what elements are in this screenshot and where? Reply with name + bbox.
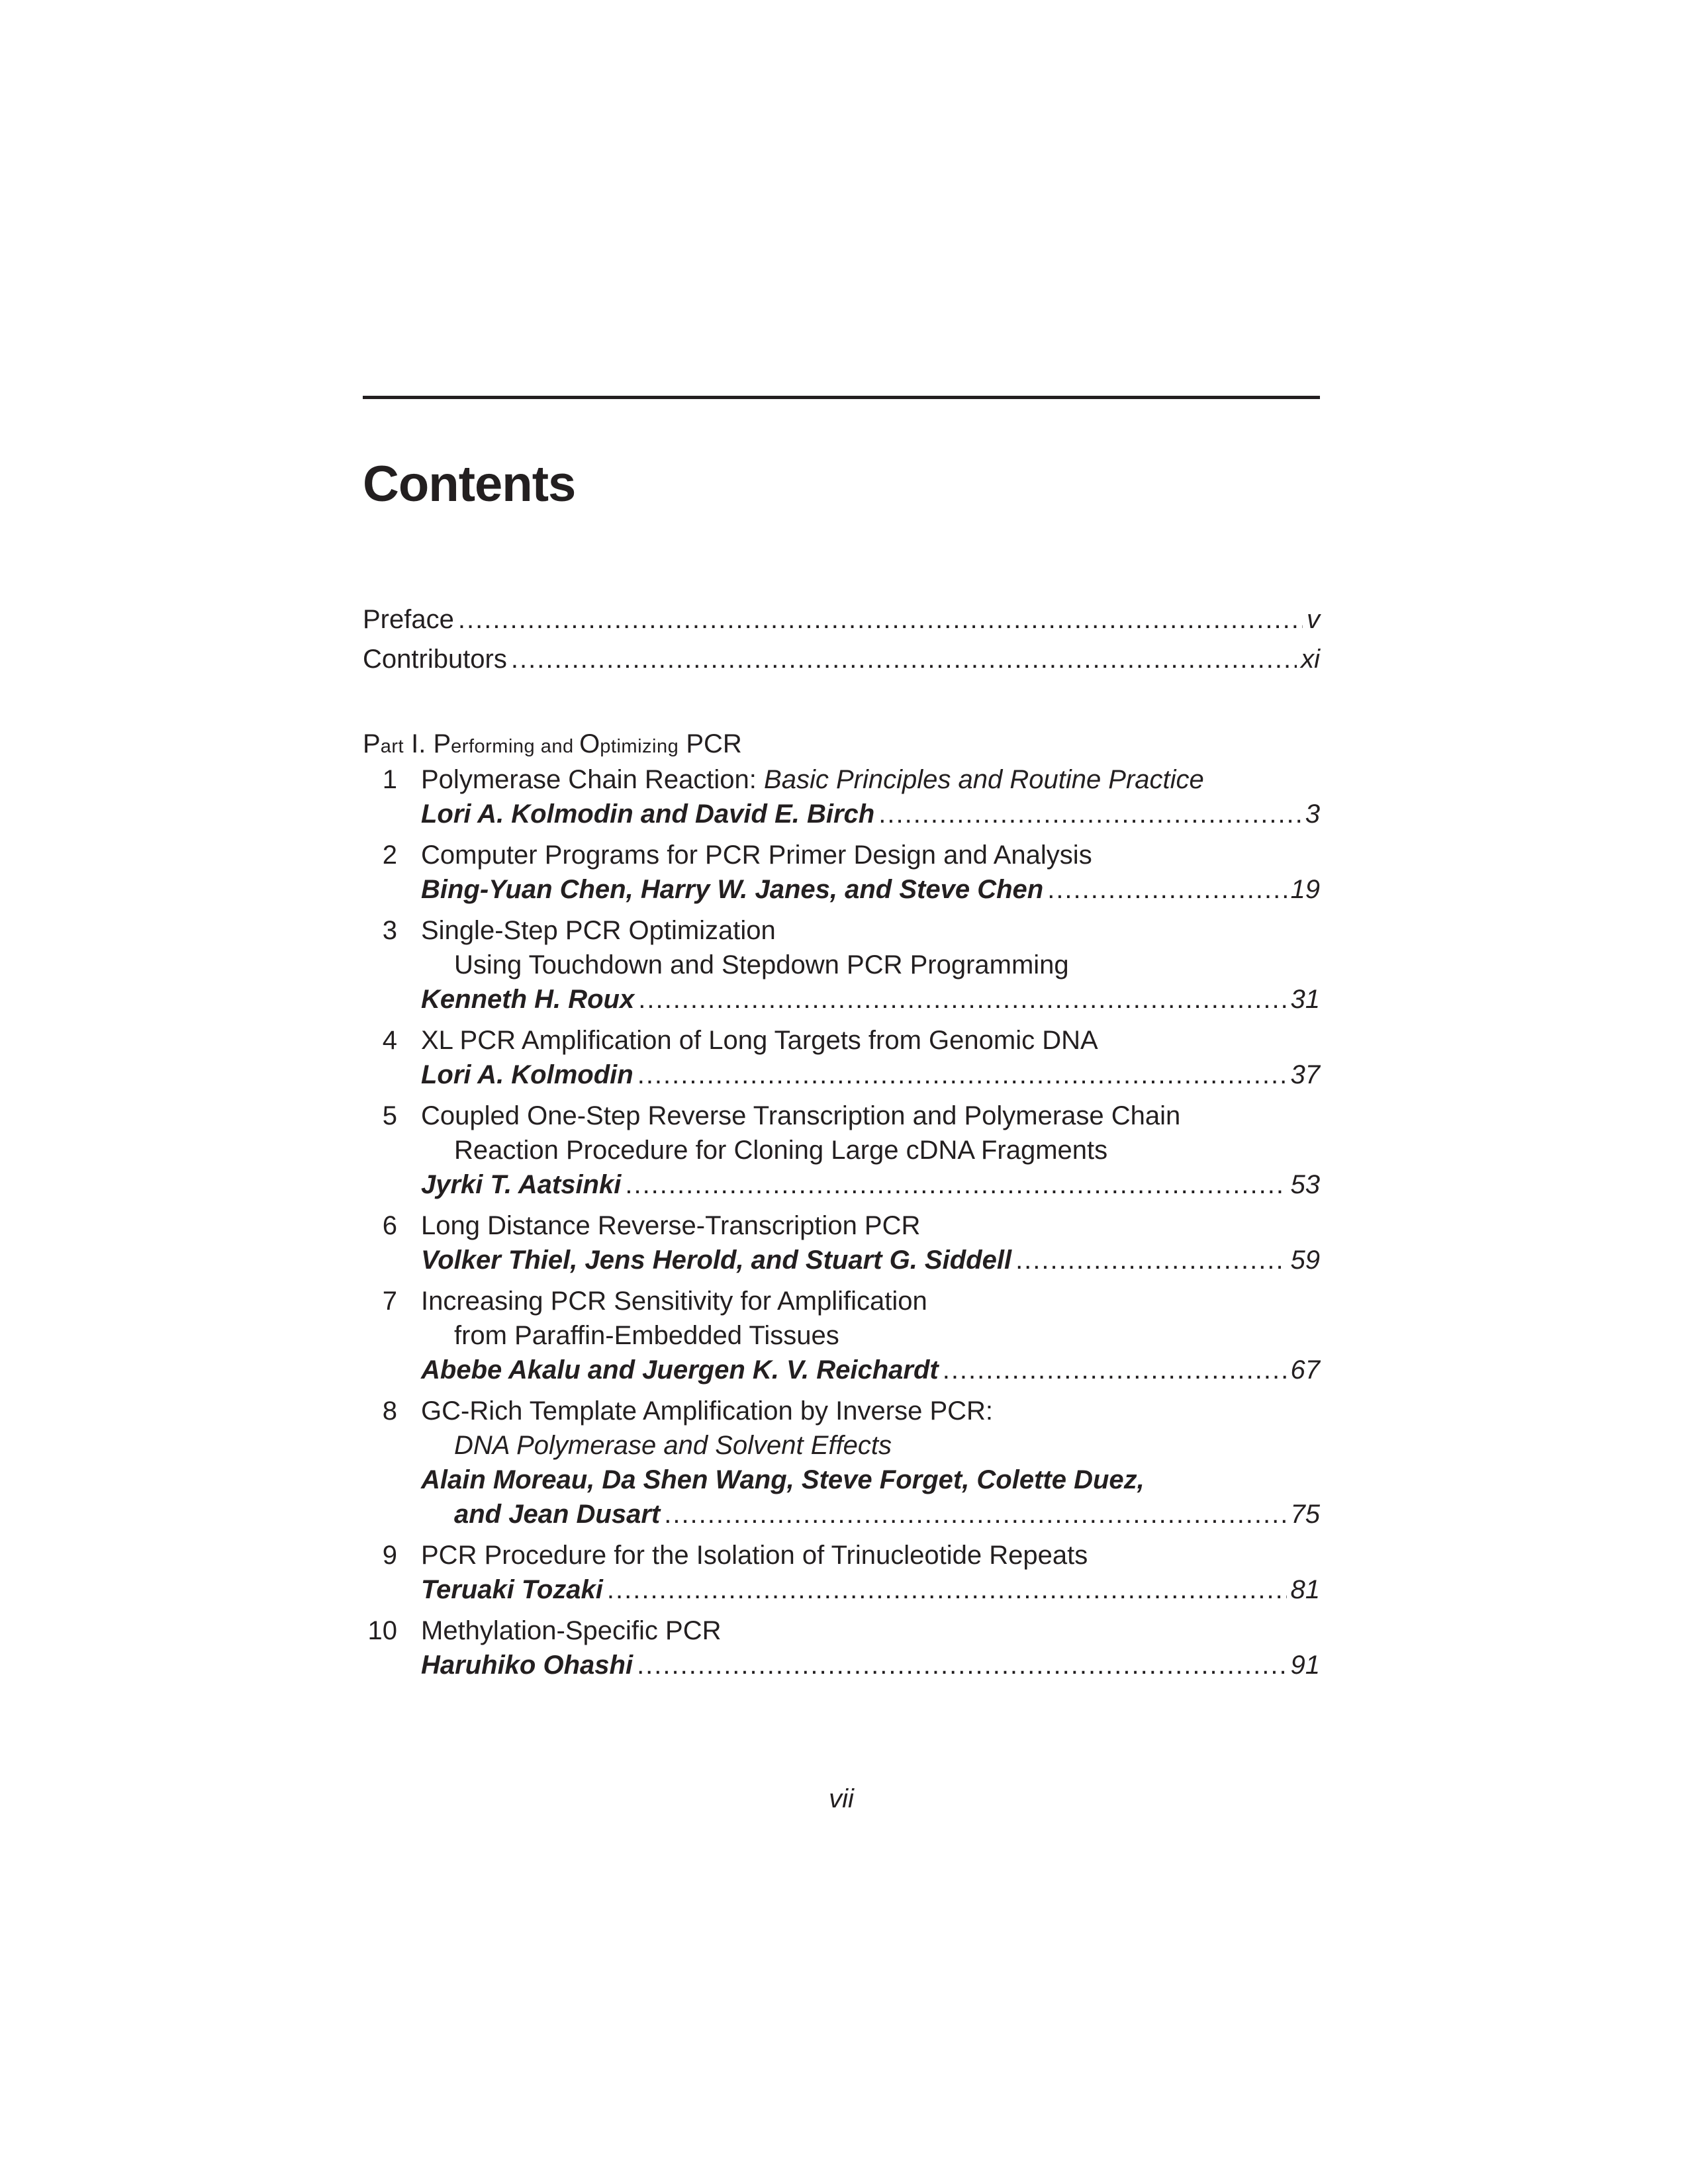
chapter-number: 7 — [382, 1287, 397, 1316]
dot-leader — [664, 1497, 1286, 1531]
chapter-page: 75 — [1290, 1500, 1320, 1529]
dot-leader — [607, 1572, 1287, 1607]
dot-leader — [878, 797, 1301, 831]
page-title: Contents — [363, 456, 576, 512]
chapter-authors-continued: and Jean Dusart — [454, 1500, 661, 1529]
chapter-authors: Teruaki Tozaki — [421, 1575, 603, 1604]
toc-chapter-4[interactable] — [363, 1023, 1320, 1092]
chapter-author-line — [421, 1243, 1320, 1277]
chapter-number: 1 — [382, 765, 397, 794]
chapter-title-text: Polymerase Chain Reaction: — [421, 765, 765, 794]
chapter-title-text: GC-Rich Template Amplification by Inverse PCR: — [421, 1396, 994, 1426]
toc-chapter-3[interactable] — [363, 913, 1320, 1017]
chapter-page: 37 — [1290, 1060, 1320, 1089]
chapter-number: 10 — [367, 1616, 397, 1645]
chapter-author-line — [421, 1167, 1320, 1202]
chapter-title — [421, 762, 1320, 797]
chapter-title-text: Computer Programs for PCR Primer Design and Analysis — [421, 841, 1092, 870]
toc-chapter-2[interactable] — [363, 838, 1320, 907]
dot-leader — [638, 982, 1286, 1017]
chapter-page: 81 — [1290, 1575, 1320, 1604]
toc-entry-contributors[interactable] — [363, 642, 1320, 676]
chapter-page: 3 — [1305, 799, 1320, 829]
toc-chapter-8[interactable] — [363, 1394, 1320, 1531]
dot-leader — [625, 1167, 1286, 1202]
chapter-authors: Alain Moreau, Da Shen Wang, Steve Forget, Colette Duez, — [421, 1465, 1145, 1494]
chapter-title-text: Single-Step PCR Optimization — [421, 916, 776, 945]
chapter-title-text: Long Distance Reverse-Transcription PCR — [421, 1211, 921, 1240]
chapter-author-line — [421, 797, 1320, 831]
dot-leader — [943, 1353, 1287, 1387]
dot-leader — [1015, 1243, 1286, 1277]
chapter-authors: Jyrki T. Aatsinki — [421, 1170, 622, 1199]
chapter-title — [421, 1284, 1320, 1318]
chapter-page: 53 — [1290, 1170, 1320, 1199]
entry-page: v — [1307, 605, 1320, 634]
chapter-title — [421, 1208, 1320, 1243]
chapter-number: 3 — [382, 916, 397, 945]
chapter-title-text: Increasing PCR Sensitivity for Amplification — [421, 1287, 927, 1316]
top-rule — [363, 396, 1320, 399]
chapter-page: 91 — [1290, 1651, 1320, 1680]
page-number: vii — [829, 1784, 854, 1813]
chapter-title — [421, 1099, 1320, 1133]
chapter-title-text: Methylation-Specific PCR — [421, 1616, 722, 1645]
chapter-title — [421, 1614, 1320, 1648]
chapter-author-line — [421, 1497, 1320, 1531]
chapter-subtitle: Basic Principles and Routine Practice — [764, 765, 1204, 794]
part-heading: Part I. Performing and Optimizing PCR — [363, 729, 742, 758]
dot-leader — [1047, 872, 1286, 907]
toc-chapter-5[interactable] — [363, 1099, 1320, 1202]
chapter-title — [421, 1538, 1320, 1572]
chapter-number: 5 — [382, 1101, 397, 1130]
chapter-number: 2 — [382, 841, 397, 870]
chapter-title — [421, 838, 1320, 872]
chapter-page: 59 — [1290, 1246, 1320, 1275]
dot-leader — [511, 642, 1297, 676]
chapter-title-continued: DNA Polymerase and Solvent Effects — [454, 1431, 892, 1460]
chapter-authors: Lori A. Kolmodin and David E. Birch — [421, 799, 875, 829]
entry-page: xi — [1301, 645, 1320, 674]
chapter-number: 4 — [382, 1026, 397, 1055]
dot-leader — [637, 1058, 1287, 1092]
chapter-author-line — [421, 1572, 1320, 1607]
chapter-title-continued: Using Touchdown and Stepdown PCR Programming — [454, 950, 1069, 979]
dot-leader — [637, 1648, 1286, 1682]
toc-chapter-7[interactable] — [363, 1284, 1320, 1387]
chapter-authors: Bing-Yuan Chen, Harry W. Janes, and Steve Chen — [421, 875, 1044, 904]
chapter-title — [421, 913, 1320, 948]
chapter-number: 6 — [382, 1211, 397, 1240]
toc-chapter-10[interactable] — [363, 1614, 1320, 1682]
chapter-author-line — [421, 982, 1320, 1017]
chapter-author-line — [421, 1648, 1320, 1682]
chapter-authors: Kenneth H. Roux — [421, 985, 635, 1014]
toc-chapter-9[interactable] — [363, 1538, 1320, 1607]
chapter-number: 8 — [382, 1396, 397, 1426]
chapter-number: 9 — [382, 1541, 397, 1570]
dot-leader — [458, 602, 1303, 637]
entry-label: Contributors — [363, 645, 507, 674]
toc-page — [363, 396, 1320, 1813]
chapter-title-text: PCR Procedure for the Isolation of Trinucleotide Repeats — [421, 1541, 1088, 1570]
chapter-list — [363, 762, 1320, 1689]
chapter-title-continued: Reaction Procedure for Cloning Large cDNA Fragments — [454, 1136, 1108, 1165]
entry-label: Preface — [363, 605, 454, 634]
chapter-author-line — [421, 872, 1320, 907]
chapter-title — [421, 1023, 1320, 1058]
chapter-authors: Volker Thiel, Jens Herold, and Stuart G. Siddell — [421, 1246, 1012, 1275]
chapter-page: 67 — [1290, 1355, 1320, 1385]
chapter-authors: Haruhiko Ohashi — [421, 1651, 633, 1680]
chapter-title-text: Coupled One-Step Reverse Transcription and Polymerase Chain — [421, 1101, 1181, 1130]
toc-chapter-6[interactable] — [363, 1208, 1320, 1277]
chapter-authors: Lori A. Kolmodin — [421, 1060, 633, 1089]
chapter-title-text: XL PCR Amplification of Long Targets from Genomic DNA — [421, 1026, 1098, 1055]
chapter-page: 31 — [1290, 985, 1320, 1014]
toc-chapter-1[interactable] — [363, 762, 1320, 831]
chapter-page: 19 — [1290, 875, 1320, 904]
chapter-authors: Abebe Akalu and Juergen K. V. Reichardt — [421, 1355, 939, 1385]
chapter-author-line — [421, 1353, 1320, 1387]
chapter-title — [421, 1394, 1320, 1428]
chapter-author-line — [421, 1058, 1320, 1092]
chapter-title-continued: from Paraffin-Embedded Tissues — [454, 1321, 839, 1350]
toc-entry-preface[interactable] — [363, 602, 1320, 637]
